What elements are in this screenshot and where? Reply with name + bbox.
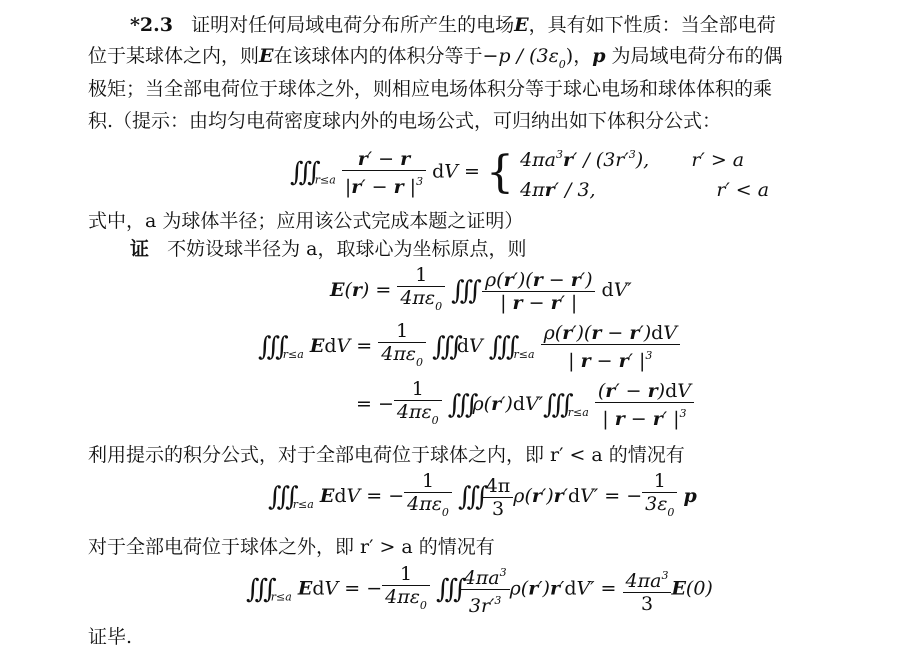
problem-text-1b: ，具有如下性质：当全部电荷 <box>528 14 776 36</box>
field-formula: E(r) = $\frac{1}{4\pi\varepsilon_0}$ ∭ $\frac{\rho(r')(r - r')}{| r - r' |}$ dV′ <box>330 264 632 314</box>
proof-end: 证毕. <box>88 626 133 648</box>
dipole-close: )， <box>565 45 593 67</box>
problem-line-5: 式中，a 为球体半径；应用该公式完成本题之证明） <box>88 210 524 232</box>
problem-number: *2.3 <box>130 14 173 36</box>
problem-line-2 <box>88 43 783 78</box>
vector-E: E <box>514 14 529 36</box>
proof-intro-text: 不妨设球半径为 a，取球心为坐标原点，则 <box>167 238 527 260</box>
inside-case-formula: $∭_{r\le a}$ EdV = − $\frac{1}{4\pi\varepsilon_0}$ ∭ $\frac{4\pi}{3}$ ρ(r′)r′dV′ = − $\frac{1}{3\varepsilon_0}$ p <box>268 470 697 520</box>
inside-case-text: 利用提示的积分公式，对于全部电荷位于球体之内，即 r′ < a 的情况有 <box>88 444 685 466</box>
outside-case-text: 对于全部电荷位于球体之外，即 r′ > a 的情况有 <box>88 536 495 558</box>
problem-text-2b: 在该球体内的体积分等于 <box>273 45 483 67</box>
proof-label: 证 <box>130 238 150 260</box>
volume-integral-formula: $∭_{r\le a}$ EdV = $\frac{1}{4\pi\varepsilon_0}$ ∭dV $∭_{r\le a}$ $\frac{\rho(r')(r - r')dV}{| r - r' |^3}$ <box>258 320 680 374</box>
hint-formula: $∭_{r\le a}$ $\frac{r' - r}{|r' - r |^3}$ dV = { $4\pi a^3r' / (3r'^3)$, r′ > a 4πr′ / 3, r′ < a <box>290 147 770 201</box>
problem-line-4: 积.（提示：由均匀电荷密度球内外的电场公式，可归纳出如下体积分公式： <box>88 110 722 132</box>
problem-text-1: 证明对任何局域电荷分布所产生的电场 <box>191 14 515 36</box>
problem-line-1 <box>130 12 776 38</box>
problem-text-2c: 为局域电荷分布的偶 <box>611 45 783 67</box>
problem-text-2a: 位于某球体之内，则 <box>88 45 260 67</box>
proof-intro <box>130 236 527 262</box>
volume-integral-step2: = − $\frac{1}{4\pi\varepsilon_0}$ $∭\rho(r')dV'∭_{r\le a}$ $\frac{(r' - r)dV}{| r - r' |^3}$ <box>356 378 694 432</box>
problem-line-3: 极矩；当全部电荷位于球体之外，则相应电场体积分等于球心电场和球体体积的乘 <box>88 78 773 100</box>
epsilon-sub: 0 <box>558 58 566 71</box>
outside-case-formula: $∭_{r\le a}$ EdV = − $\frac{1}{4\pi\varepsilon_0}$ ∭ $\frac{4\pi a^3}{3r'^3}$ ρ(r′)r′dV′ = $\frac{4\pi a^3}{3}$ E(0) <box>246 562 713 617</box>
vector-E-2: E <box>259 45 274 67</box>
dipole-value: −p / (3ε <box>482 45 559 67</box>
vector-p: p <box>592 45 606 67</box>
